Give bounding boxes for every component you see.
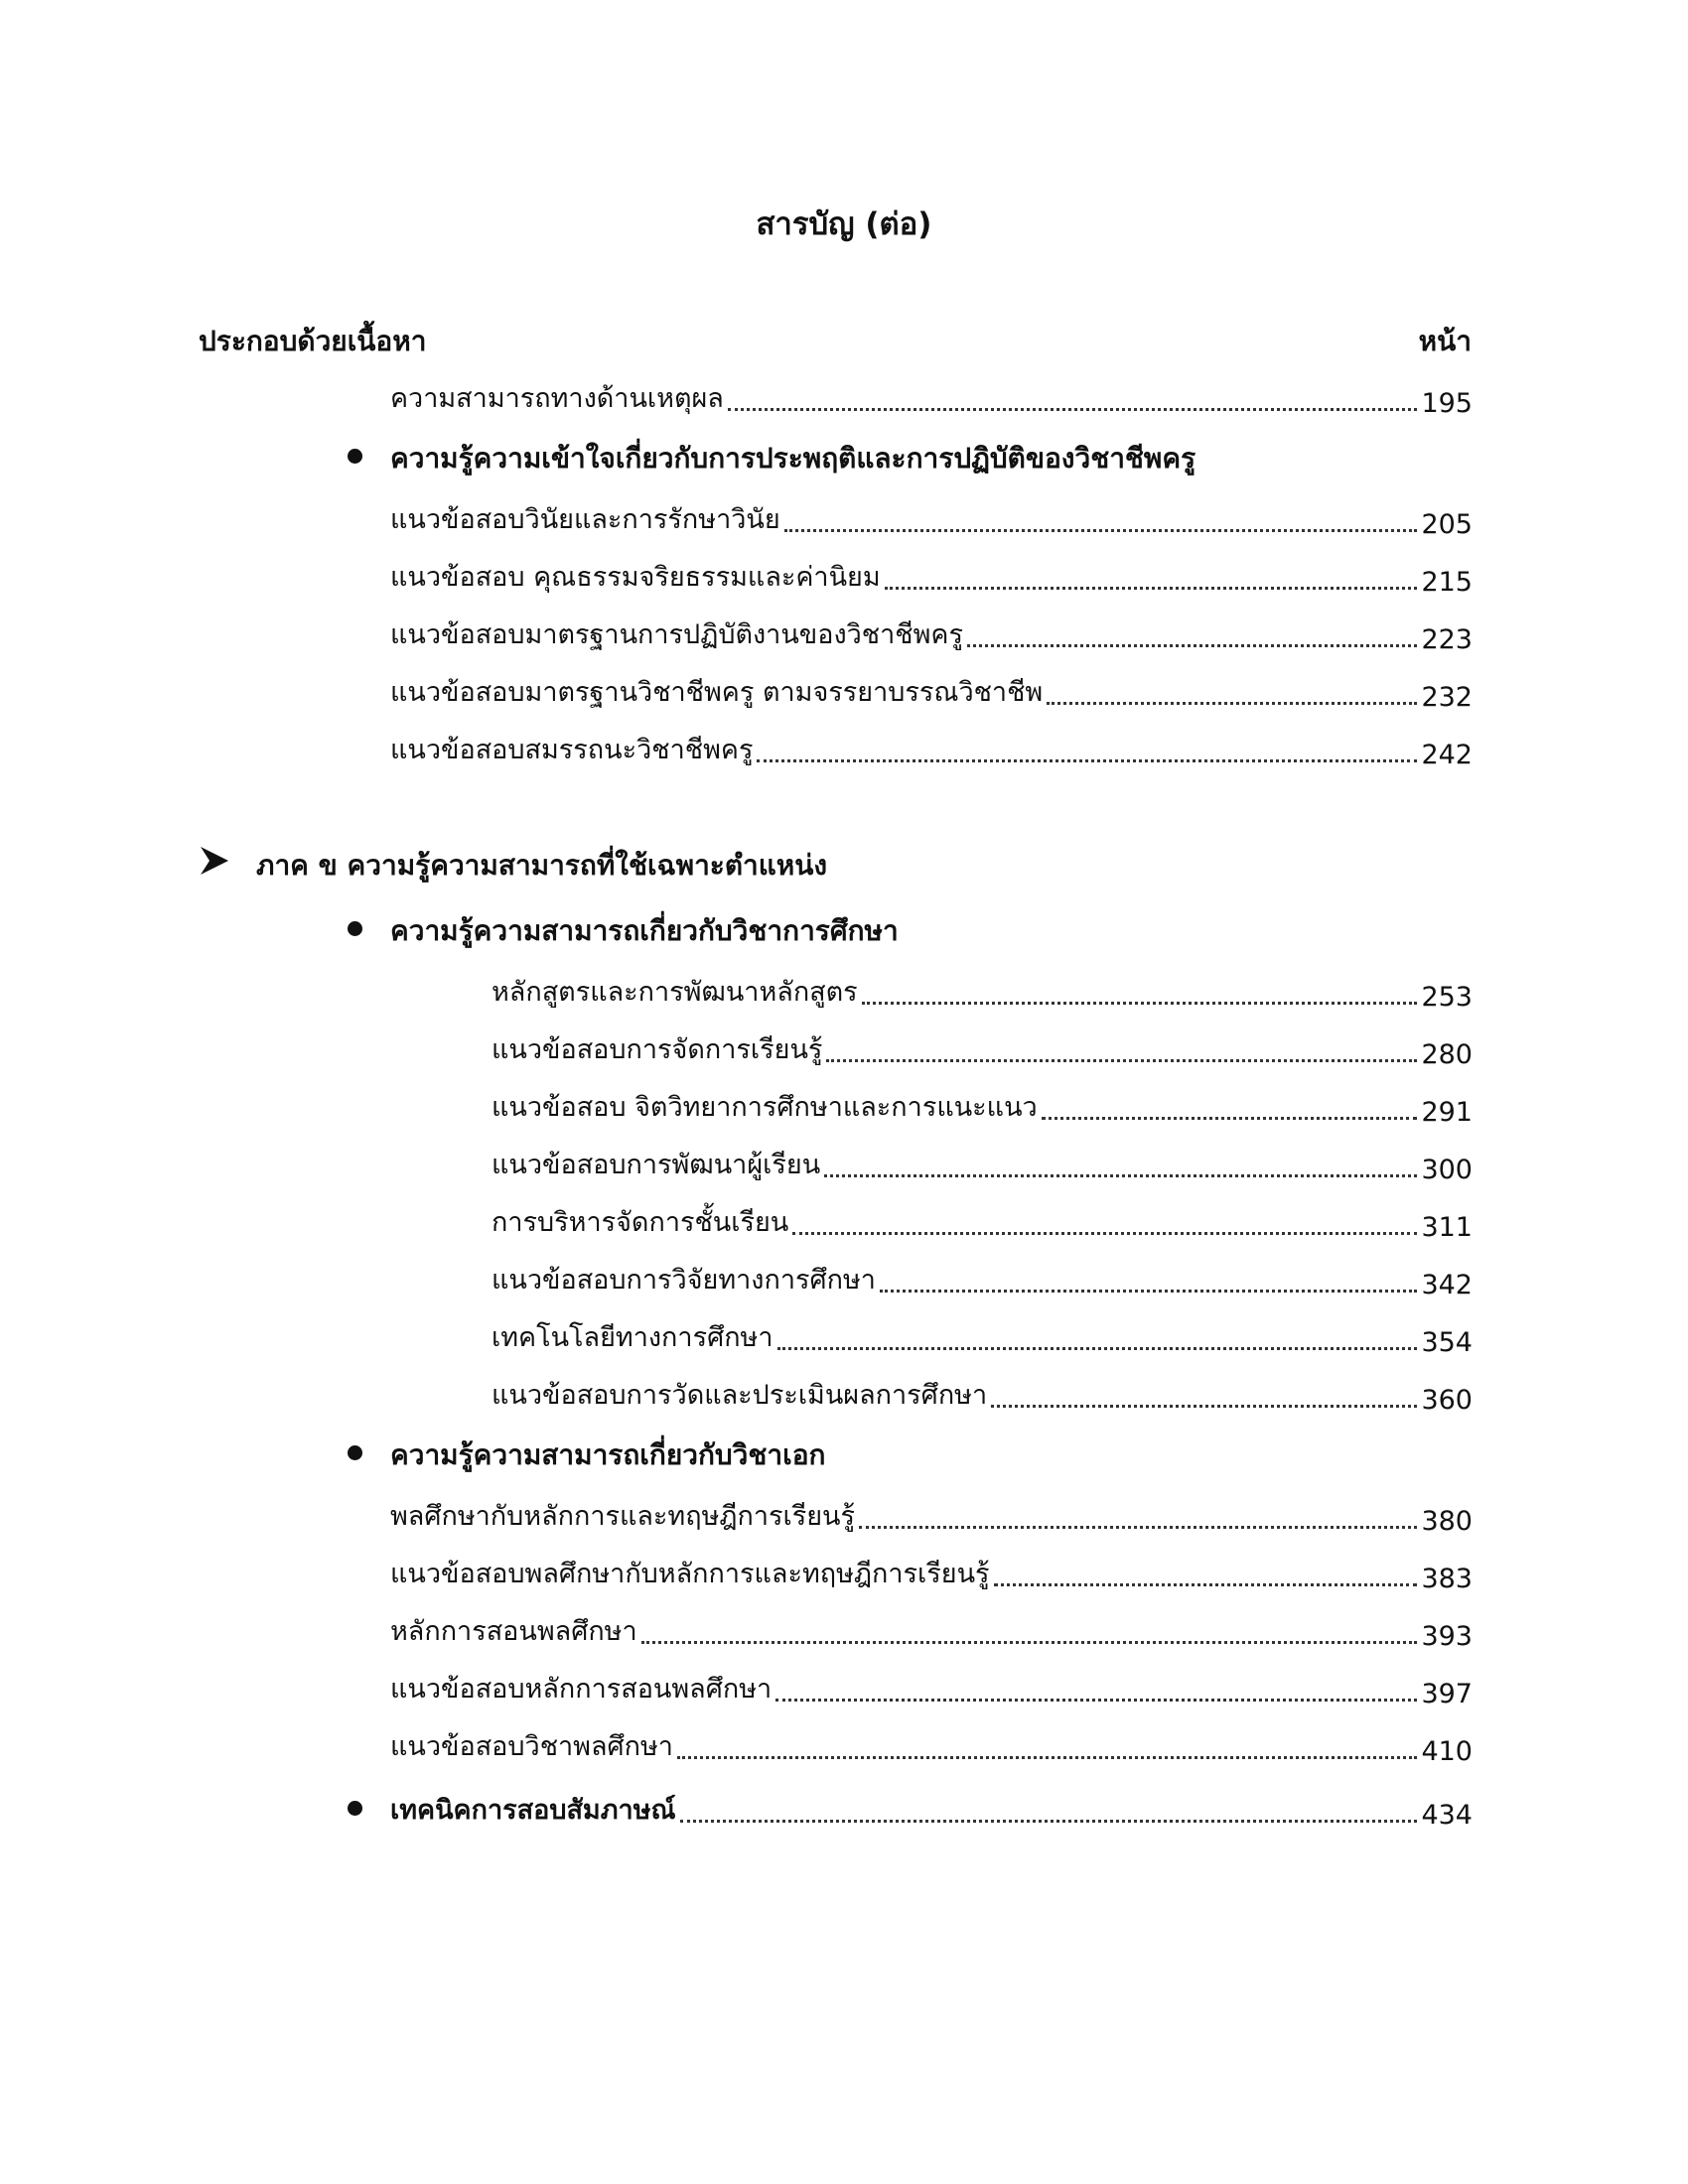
toc-entry-label: แนวข้อสอบสมรรถนะวิชาชีพครู: [390, 735, 754, 765]
bullet-icon: [348, 1445, 362, 1460]
toc-entry-label: แนวข้อสอบพลศึกษากับหลักการและทฤษฎีการเรียนรู้: [390, 1559, 990, 1589]
toc-entry-label: แนวข้อสอบวินัยและการรักษาวินัย: [390, 504, 780, 535]
section-heading-major: ความรู้ความสามารถเกี่ยวกับวิชาเอก: [390, 1438, 826, 1471]
toc-entry-page: 354: [1421, 1327, 1473, 1358]
toc-entry[interactable]: [492, 969, 1473, 1013]
toc-entry[interactable]: [390, 375, 1473, 419]
toc-entry-page: 253: [1421, 982, 1473, 1013]
toc-entry[interactable]: [492, 1314, 1473, 1358]
toc-entry-label: แนวข้อสอบมาตรฐานวิชาชีพครู ตามจรรยาบรรณวิชาชีพ: [390, 677, 1044, 708]
toc-entry-label: แนวข้อสอบการพัฒนาผู้เรียน: [492, 1150, 821, 1180]
toc-entry-page: 242: [1421, 740, 1473, 770]
toc-entry-page: 291: [1421, 1097, 1473, 1128]
toc-entry-label: เทคโนโลยีทางการศึกษา: [492, 1322, 774, 1353]
content-column-header: ประกอบด้วยเนื้อหา: [199, 325, 427, 357]
toc-entry[interactable]: [390, 1551, 1473, 1594]
dot-leader: [728, 408, 1418, 411]
toc-entry[interactable]: [390, 496, 1473, 540]
dot-leader: [824, 1174, 1417, 1177]
dot-leader: [991, 1405, 1417, 1408]
dot-leader: [775, 1699, 1417, 1702]
toc-entry-page: 410: [1421, 1736, 1473, 1767]
dot-leader: [784, 529, 1418, 532]
toc-entry-label: หลักการสอนพลศึกษา: [390, 1616, 637, 1647]
toc-entry-page: 360: [1421, 1385, 1473, 1416]
dot-leader: [641, 1641, 1418, 1644]
toc-entry-page: 215: [1421, 567, 1473, 598]
bullet-icon: [348, 1801, 362, 1816]
toc-entry[interactable]: [390, 554, 1473, 598]
toc-entry-page: 300: [1421, 1155, 1473, 1185]
toc-entry[interactable]: [390, 1608, 1473, 1652]
toc-entry-page: 280: [1421, 1039, 1473, 1070]
toc-entry[interactable]: [390, 612, 1473, 655]
toc-entry-page: 434: [1421, 1800, 1473, 1831]
toc-entry[interactable]: [390, 727, 1473, 770]
toc-entry[interactable]: [390, 669, 1473, 713]
toc-entry-label: แนวข้อสอบ จิตวิทยาการศึกษาและการแนะแนว: [492, 1092, 1038, 1123]
toc-entry-page: 397: [1421, 1679, 1473, 1709]
bullet-icon: [348, 921, 362, 936]
dot-leader: [885, 587, 1418, 590]
dot-leader: [1047, 702, 1417, 705]
toc-entry-label: แนวข้อสอบมาตรฐานการปฏิบัติงานของวิชาชีพครู: [390, 619, 963, 650]
page-title: สารบัญ (ต่อ): [756, 206, 932, 242]
toc-entry-page: 380: [1421, 1506, 1473, 1537]
toc-entry-label: เทคนิคการสอบสัมภาษณ์: [390, 1795, 676, 1826]
toc-entry-label: แนวข้อสอบการวิจัยทางการศึกษา: [492, 1265, 876, 1296]
toc-entry-page: 311: [1421, 1212, 1473, 1243]
arrowhead-icon: [199, 845, 230, 877]
page-column-header: หน้า: [1418, 325, 1472, 357]
dot-leader: [792, 1232, 1417, 1235]
toc-entry[interactable]: [390, 1493, 1473, 1537]
toc-entry[interactable]: [492, 1257, 1473, 1300]
toc-entry[interactable]: [390, 1723, 1473, 1767]
dot-leader: [880, 1290, 1418, 1293]
toc-entry-label: แนวข้อสอบวิชาพลศึกษา: [390, 1731, 673, 1762]
toc-entry[interactable]: [492, 1026, 1473, 1070]
toc-entry[interactable]: [492, 1142, 1473, 1185]
toc-entry-page: 342: [1421, 1270, 1473, 1300]
toc-entry-page: 383: [1421, 1564, 1473, 1594]
toc-entry-label: ความสามารถทางด้านเหตุผล: [390, 383, 724, 414]
dot-leader: [967, 644, 1417, 647]
toc-entry-label: แนวข้อสอบหลักการสอนพลศึกษา: [390, 1674, 773, 1705]
toc-entry-page: 195: [1421, 388, 1473, 419]
toc-entry[interactable]: [492, 1372, 1473, 1416]
dot-leader: [757, 759, 1417, 762]
toc-entry-page: 393: [1421, 1621, 1473, 1652]
dot-leader: [859, 1526, 1417, 1529]
toc-entry-interview[interactable]: [390, 1787, 1473, 1831]
toc-entry[interactable]: [390, 1666, 1473, 1709]
toc-entry-page: 223: [1421, 624, 1473, 655]
toc-entry[interactable]: [492, 1199, 1473, 1243]
dot-leader: [826, 1059, 1417, 1062]
toc-entry-page: 205: [1421, 509, 1473, 540]
dot-leader: [862, 1002, 1418, 1005]
toc-entry[interactable]: [492, 1084, 1473, 1128]
part-b-heading: ภาค ข ความรู้ความสามารถที่ใช้เฉพาะตำแหน่ง: [256, 849, 828, 882]
dot-leader: [1042, 1117, 1418, 1120]
toc-entry-label: พลศึกษากับหลักการและทฤษฎีการเรียนรู้: [390, 1501, 856, 1532]
dot-leader: [777, 1347, 1418, 1350]
toc-entry-label: แนวข้อสอบ คุณธรรมจริยธรรมและค่านิยม: [390, 562, 881, 593]
bullet-icon: [348, 449, 362, 464]
toc-entry-label: แนวข้อสอบการวัดและประเมินผลการศึกษา: [492, 1380, 988, 1411]
toc-entry-label: แนวข้อสอบการจัดการเรียนรู้: [492, 1034, 823, 1065]
toc-entry-label: การบริหารจัดการชั้นเรียน: [492, 1207, 789, 1238]
dot-leader: [680, 1820, 1418, 1823]
toc-entry-label: หลักสูตรและการพัฒนาหลักสูตร: [492, 977, 858, 1008]
dot-leader: [677, 1756, 1417, 1759]
section-heading-conduct: ความรู้ความเข้าใจเกี่ยวกับการประพฤติและการปฏิบัติของวิชาชีพครู: [390, 442, 1196, 475]
toc-entry-page: 232: [1421, 682, 1473, 713]
dot-leader: [994, 1583, 1418, 1586]
section-heading-education: ความรู้ความสามารถเกี่ยวกับวิชาการศึกษา: [390, 914, 899, 947]
